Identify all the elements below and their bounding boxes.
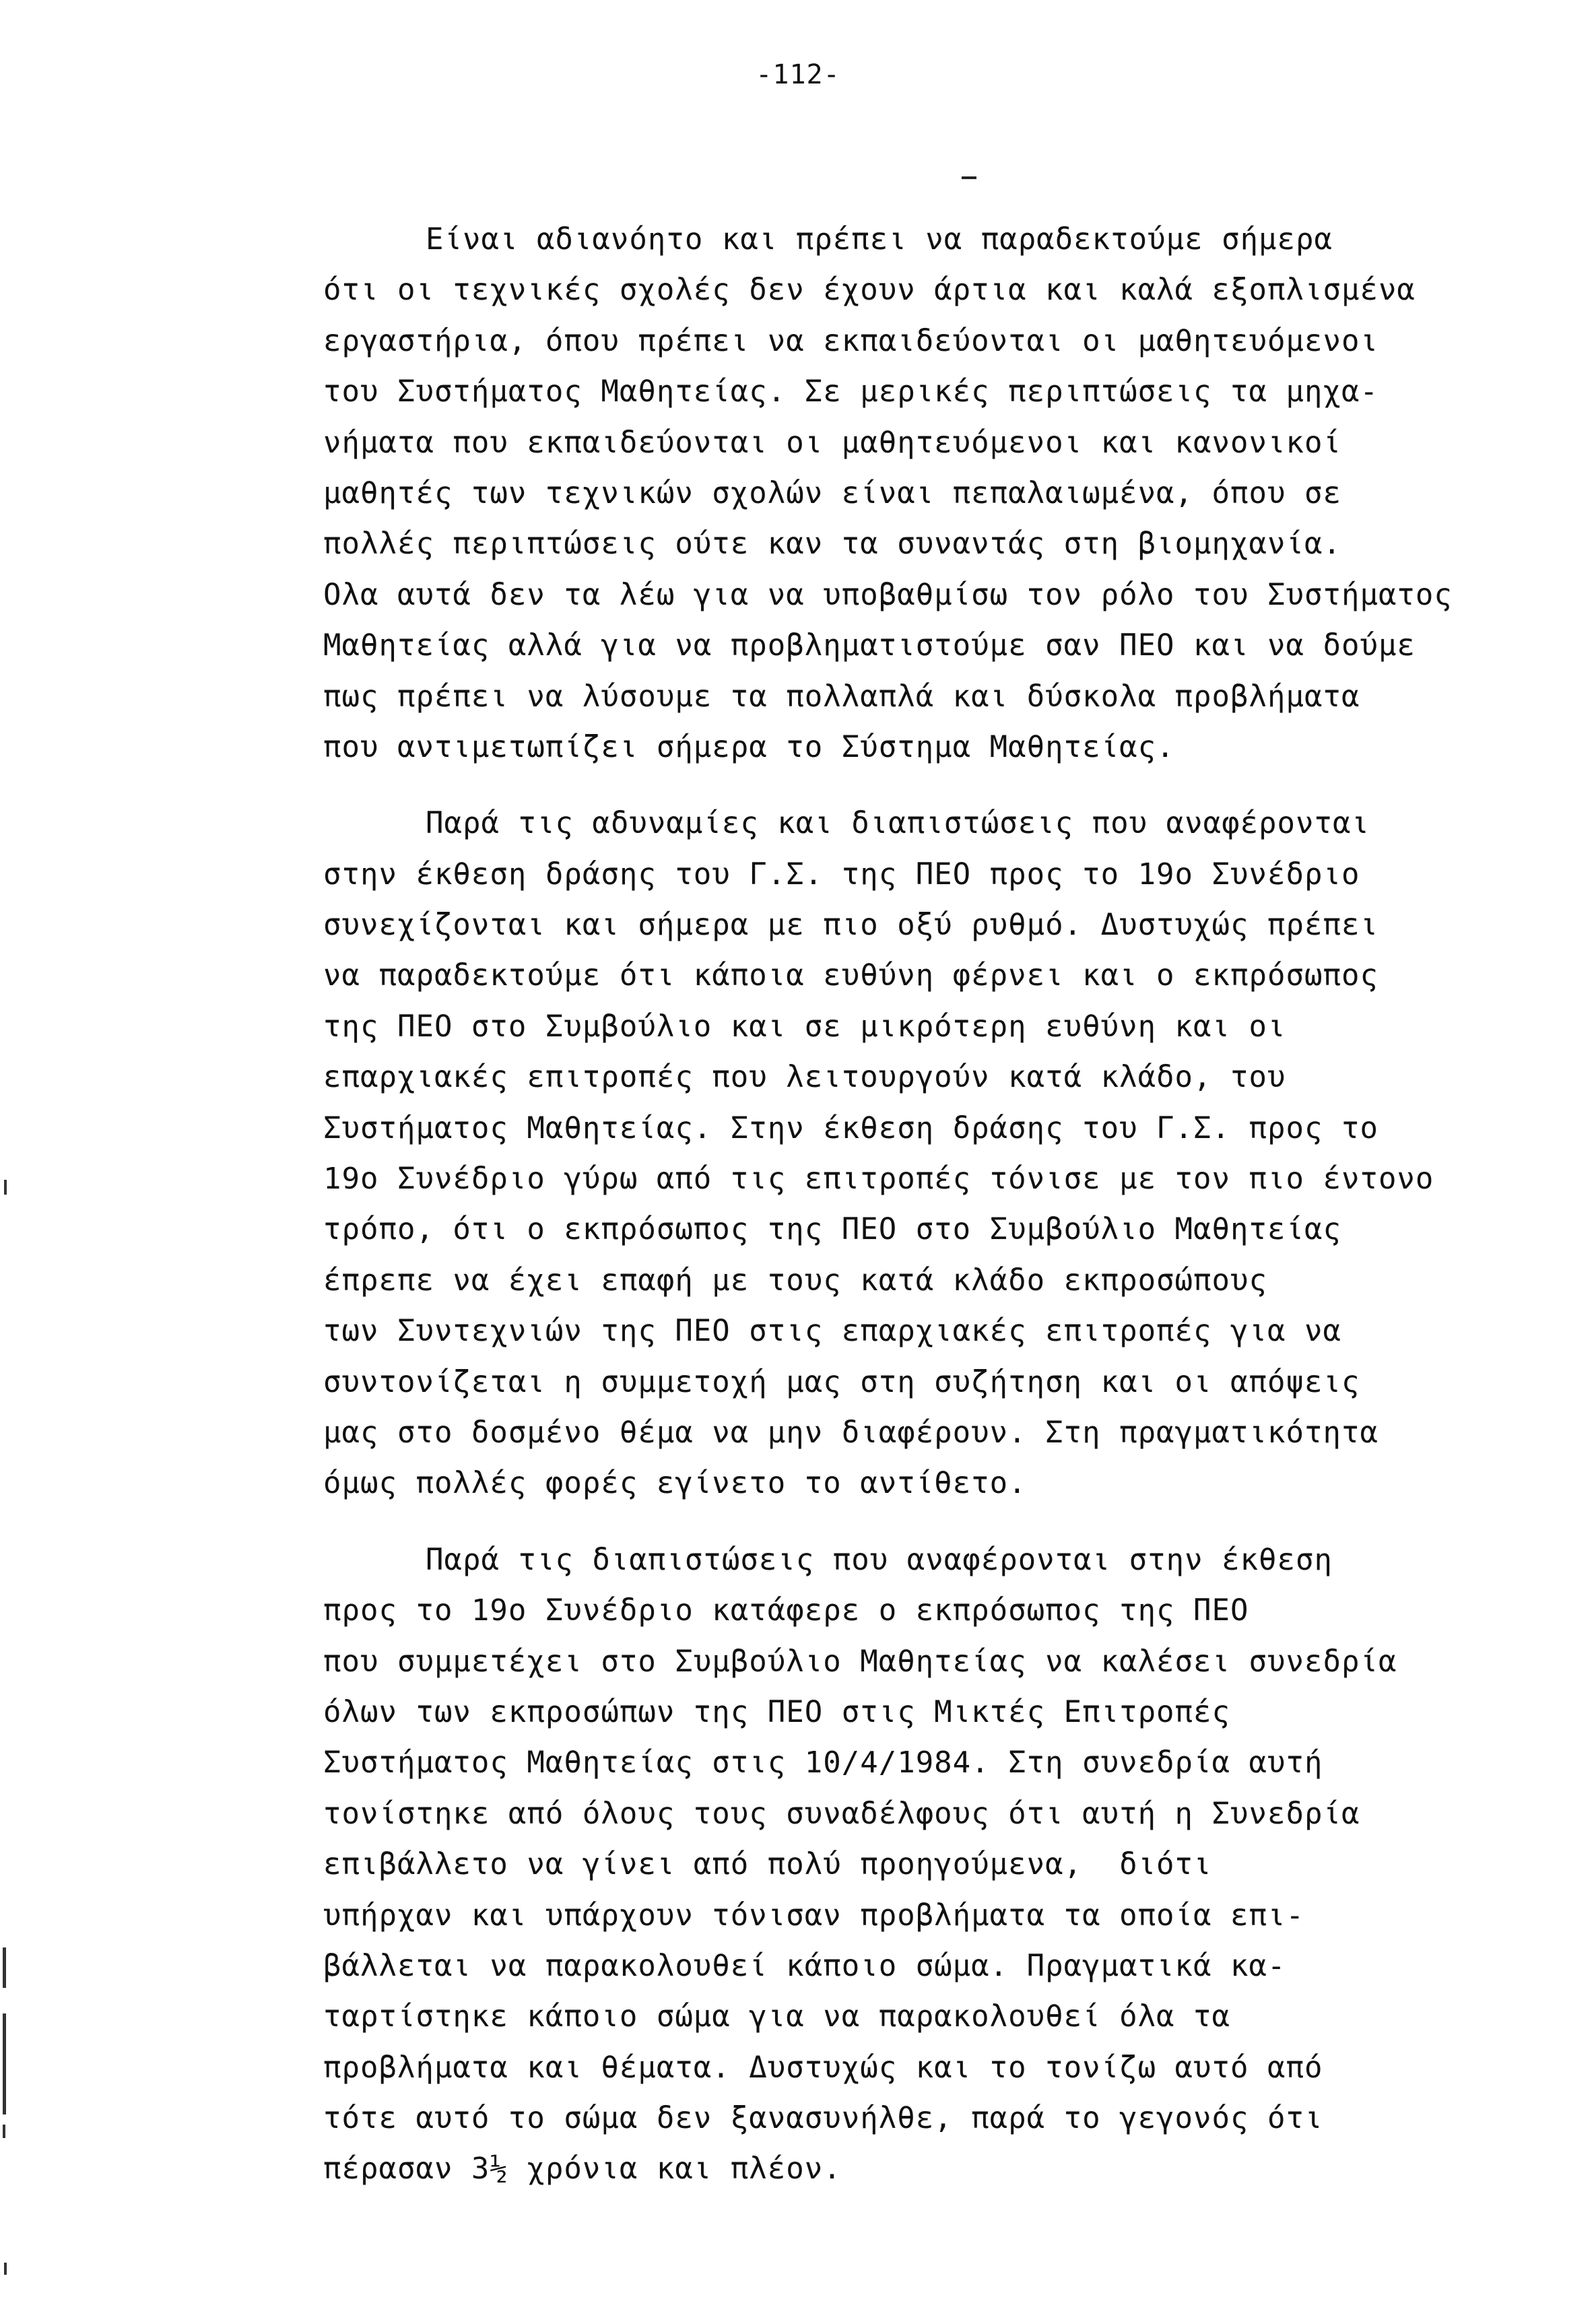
text-line: που συμμετέχει στο Συμβούλιο Μαθητείας να καλέσει συνεδρία [323, 1644, 1397, 1679]
text-line: Συστήματος Μαθητείας στις 10/4/1984. Στη συνεδρία αυτή [323, 1745, 1323, 1780]
text-line: συντονίζεται η συμμετοχή μας στη συζήτηση και οι απόψεις [323, 1364, 1360, 1399]
text-line: επιβάλλετο να γίνει από πολύ προηγούμενα, διότι [323, 1847, 1212, 1882]
text-line: τότε αυτό το σώμα δεν ξανασυνήλθε, παρά το γεγονός ότι [323, 2101, 1323, 2136]
text-line: να παραδεκτούμε ότι κάποια ευθύνη φέρνει και ο εκπρόσωπος [323, 958, 1378, 993]
paragraph-2 [323, 798, 1562, 1508]
margin-mark [3, 2013, 6, 2114]
text-line: των Συντεχνιών της ΠΕΟ στις επαρχιακές επιτροπές για να [323, 1314, 1341, 1349]
text-line: όμως πολλές φορές εγίνετο το αντίθετο. [323, 1466, 1027, 1501]
paragraph-1 [323, 214, 1562, 772]
text-line: συνεχίζονται και σήμερα με πιο οξύ ρυθμό. Δυστυχώς πρέπει [323, 908, 1378, 943]
text-line: του Συστήματος Μαθητείας. Σε μερικές περιπτώσεις τα μηχα- [323, 374, 1378, 409]
text-line: όλων των εκπροσώπων της ΠΕΟ στις Μικτές Επιτροπές [323, 1694, 1231, 1729]
text-line: Παρά τις αδυναμίες και διαπιστώσεις που αναφέρονται [426, 806, 1370, 841]
text-line: εργαστήρια, όπου πρέπει να εκπαιδεύονται οι μαθητευόμενοι [323, 323, 1378, 358]
text-line: στην έκθεση δράσης του Γ.Σ. της ΠΕΟ προς το 19ο Συνέδριο [323, 857, 1360, 892]
text-line: Ολα αυτά δεν τα λέω για να υποβαθμίσω τον ρόλο του Συστήματος [323, 577, 1453, 612]
page-number: -112- [756, 59, 840, 90]
text-line: τρόπο, ότι ο εκπρόσωπος της ΠΕΟ στο Συμβούλιο Μαθητείας [323, 1212, 1341, 1247]
text-line: της ΠΕΟ στο Συμβούλιο και σε μικρότερη ευθύνη και οι [323, 1009, 1286, 1044]
text-line: Παρά τις διαπιστώσεις που αναφέρονται στην έκθεση [426, 1542, 1333, 1577]
margin-mark [4, 2263, 7, 2275]
text-line: που αντιμετωπίζει σήμερα το Σύστημα Μαθητείας. [323, 729, 1175, 764]
text-line: έπρεπε να έχει επαφή με τους κατά κλάδο εκπροσώπους [323, 1263, 1268, 1298]
dash-mark [962, 176, 976, 179]
text-line: προβλήματα και θέματα. Δυστυχώς και το τονίζω αυτό από [323, 2050, 1323, 2085]
text-line: υπήρχαν και υπάρχουν τόνισαν προβλήματα τα οποία επι- [323, 1898, 1304, 1933]
paragraph-3 [323, 1535, 1562, 2195]
text-line: πολλές περιπτώσεις ούτε καν τα συναντάς στη βιομηχανία. [323, 527, 1341, 562]
text-line: επαρχιακές επιτροπές που λειτουργούν κατά κλάδο, του [323, 1060, 1286, 1095]
text-line: μαθητές των τεχνικών σχολών είναι πεπαλαιωμένα, όπου σε [323, 475, 1341, 510]
text-line: βάλλεται να παρακολουθεί κάποιο σώμα. Πραγματικά κα- [323, 1948, 1286, 1983]
text-line: προς το 19ο Συνέδριο κατάφερε ο εκπρόσωπος της ΠΕΟ [323, 1593, 1249, 1628]
text-line: πέρασαν 3½ χρόνια και πλέον. [323, 2152, 842, 2187]
body-text [323, 214, 1562, 2195]
text-line: Συστήματος Μαθητείας. Στην έκθεση δράσης του Γ.Σ. προς το [323, 1110, 1378, 1145]
text-line: νήματα που εκπαιδεύονται οι μαθητευόμενοι και κανονικοί [323, 425, 1341, 460]
text-line: πως πρέπει να λύσουμε τα πολλαπλά και δύσκολα προβλήματα [323, 679, 1360, 714]
text-line: Είναι αδιανόητο και πρέπει να παραδεκτούμε σήμερα [426, 222, 1333, 257]
text-line: ταρτίστηκε κάποιο σώμα για να παρακολουθεί όλα τα [323, 1999, 1231, 2034]
text-line: ότι οι τεχνικές σχολές δεν έχουν άρτια και καλά εξοπλισμένα [323, 273, 1416, 308]
margin-mark [3, 2125, 5, 2138]
text-line: μας στο δοσμένο θέμα να μην διαφέρουν. Στη πραγματικότητα [323, 1415, 1378, 1450]
paragraph-gap [323, 1509, 1562, 1535]
margin-mark [4, 1180, 7, 1195]
margin-mark [3, 1947, 6, 1988]
text-line: 19ο Συνέδριο γύρω από τις επιτροπές τόνισε με τον πιο έντονο [323, 1162, 1434, 1197]
text-line: Μαθητείας αλλά για να προβληματιστούμε σαν ΠΕΟ και να δούμε [323, 628, 1416, 663]
text-line: τονίστηκε από όλους τους συναδέλφους ότι αυτή η Συνεδρία [323, 1796, 1360, 1831]
paragraph-gap [323, 772, 1562, 798]
